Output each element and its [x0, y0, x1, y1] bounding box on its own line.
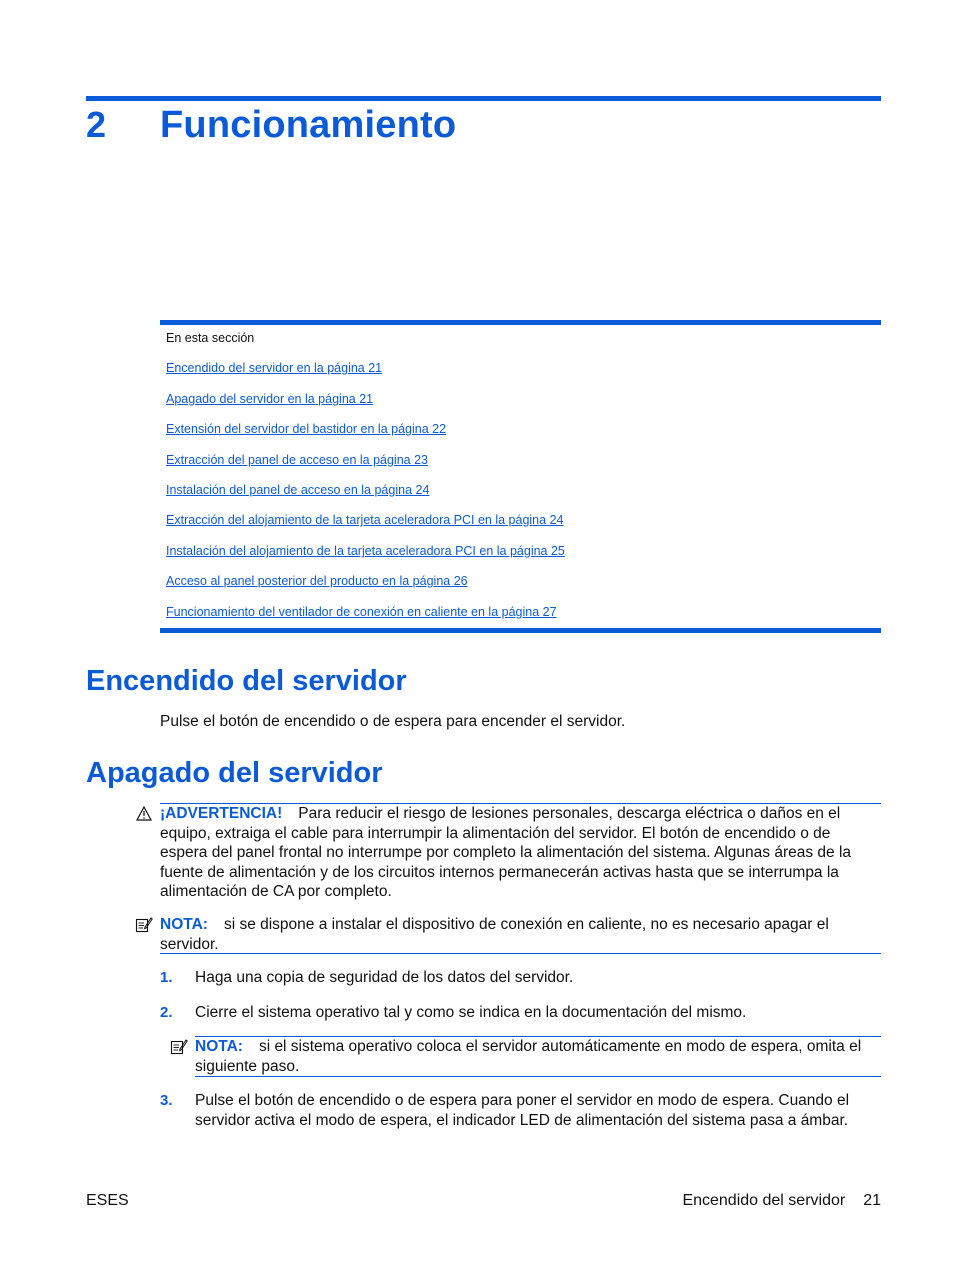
note1-bottom-rule — [160, 953, 881, 954]
toc-link-ventilador[interactable]: Funcionamiento del ventilador de conexión en caliente en la página 27 — [166, 605, 557, 619]
toc-link-apagado[interactable]: Apagado del servidor en la página 21 — [166, 392, 374, 406]
warning-label: ¡ADVERTENCIA! — [160, 805, 283, 822]
step-text: Cierre el sistema operativo tal y como se indica en la documentación del mismo. — [195, 1004, 747, 1021]
step-text: Haga una copia de seguridad de los datos del servidor. — [195, 969, 574, 986]
toc-top-rule — [160, 320, 881, 325]
chapter-title: Funcionamiento — [160, 104, 457, 146]
warning-triangle-icon — [136, 806, 152, 821]
toc-link-extraccion-pci[interactable]: Extracción del alojamiento de la tarjeta aceleradora PCI en la página 24 — [166, 513, 564, 527]
chapter-number: 2 — [86, 104, 107, 145]
step-text: servidor activa el modo de espera, el indicador LED de alimentación del sistema pasa a ámbar. — [195, 1111, 849, 1129]
note-block-2 — [195, 1037, 895, 1076]
chapter-rule — [86, 96, 881, 101]
toc-link-extraccion-panel[interactable]: Extracción del panel de acceso en la página 23 — [166, 453, 428, 467]
toc-link-instalacion-panel[interactable]: Instalación del panel de acceso en la página 24 — [166, 483, 430, 497]
note-line: siguiente paso. — [195, 1057, 300, 1075]
toc-link-extension[interactable]: Extensión del servidor del bastidor en la página 22 — [166, 422, 447, 436]
toc-label: En esta sección — [166, 331, 255, 345]
warning-line: Para reducir el riesgo de lesiones personales, descarga eléctrica o daños en el — [298, 805, 841, 822]
warning-line: fuente de alimentación y de los circuitos internos permanecerán activas hasta que se interrumpa la — [160, 863, 839, 881]
warning-line: equipo, extraiga el cable para interrumpir la alimentación del servidor. El botón de encendido o de — [160, 824, 831, 842]
toc-link-panel-posterior[interactable]: Acceso al panel posterior del producto en la página 26 — [166, 574, 468, 588]
note-icon — [170, 1038, 188, 1056]
footer-right — [682, 1192, 881, 1210]
page-number: 21 — [863, 1192, 881, 1209]
toc-bottom-rule — [160, 628, 881, 633]
section-heading-encendido: Encendido del servidor — [86, 665, 407, 697]
toc-link-instalacion-pci[interactable]: Instalación del alojamiento de la tarjeta aceleradora PCI en la página 25 — [166, 544, 565, 558]
warning-line: espera del panel frontal no interrumpe por completo la alimentación del sistema. Algunas áreas de la — [160, 844, 852, 861]
step-number: 2. — [160, 1004, 173, 1021]
section-body-encendido: Pulse el botón de encendido o de espera para encender el servidor. — [160, 713, 626, 730]
step-text: Pulse el botón de encendido o de espera para poner el servidor en modo de espera. Cuando el — [195, 1092, 850, 1109]
note-line: si el sistema operativo coloca el servidor automáticamente en modo de espera, omita el — [258, 1038, 862, 1055]
toc-link-encendido[interactable]: Encendido del servidor en la página 21 — [166, 361, 383, 375]
warning-line: alimentación de CA por completo. — [160, 883, 392, 900]
note-icon — [135, 916, 153, 934]
footer-section: Encendido del servidor — [682, 1192, 846, 1209]
note-block-1 — [160, 915, 890, 954]
step-number: 1. — [160, 969, 173, 986]
note-line: si se dispone a instalar el dispositivo de conexión en caliente, no es necesario apagar el — [223, 916, 829, 933]
note-line: servidor. — [160, 935, 219, 953]
step-text-block — [195, 1091, 895, 1130]
footer-left: ESES — [86, 1192, 129, 1209]
section-heading-apagado: Apagado del servidor — [86, 757, 383, 789]
note2-bottom-rule — [195, 1076, 881, 1077]
warning-block — [160, 804, 890, 902]
note-label: NOTA: — [160, 916, 208, 933]
step-number: 3. — [160, 1092, 173, 1109]
note-label: NOTA: — [195, 1038, 243, 1055]
